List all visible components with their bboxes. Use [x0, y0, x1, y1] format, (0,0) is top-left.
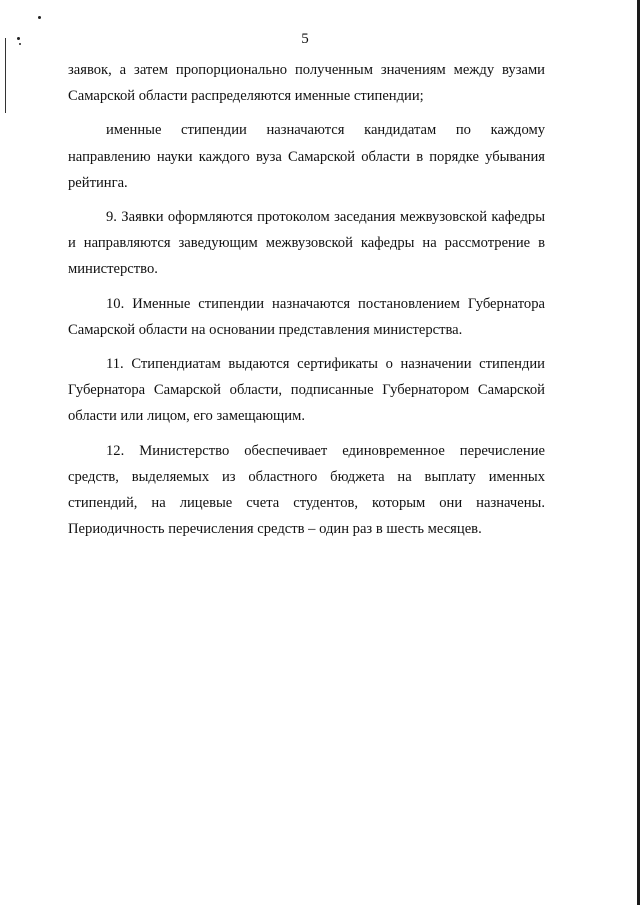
paragraph: 12. Министерство обеспечивает единовременное перечисление средств, выделяемых из областного бюджета на выплату именных стипендий, на лицевые счета студентов, которым они назначены. Периодичность перечисления средств – один раз в шесть месяцев.	[68, 442, 545, 538]
page-number: 5	[301, 31, 309, 47]
document-body	[68, 57, 545, 542]
paragraph: заявок, а затем пропорционально полученным значениям между вузами Самарской области распределяются именные стипендии;	[68, 62, 545, 105]
paragraph: 10. Именные стипендии назначаются постановлением Губернатора Самарской области на основании представления министерства.	[68, 295, 545, 338]
paragraph: 9. Заявки оформляются протоколом заседания межвузовской кафедры и направляются заведующим межвузовской кафедры на рассмотрение в министерство.	[68, 209, 545, 278]
paragraph: именные стипендии назначаются кандидатам по каждому направлению науки каждого вуза Самарской области в порядке убывания рейтинга.	[68, 122, 545, 191]
scan-speck	[38, 16, 41, 19]
paragraph: 11. Стипендиатам выдаются сертификаты о назначении стипендии Губернатора Самарской области, подписанные Губернатором Самарской области или лицом, его замещающим.	[68, 356, 545, 425]
scan-edge-mark	[5, 38, 6, 113]
